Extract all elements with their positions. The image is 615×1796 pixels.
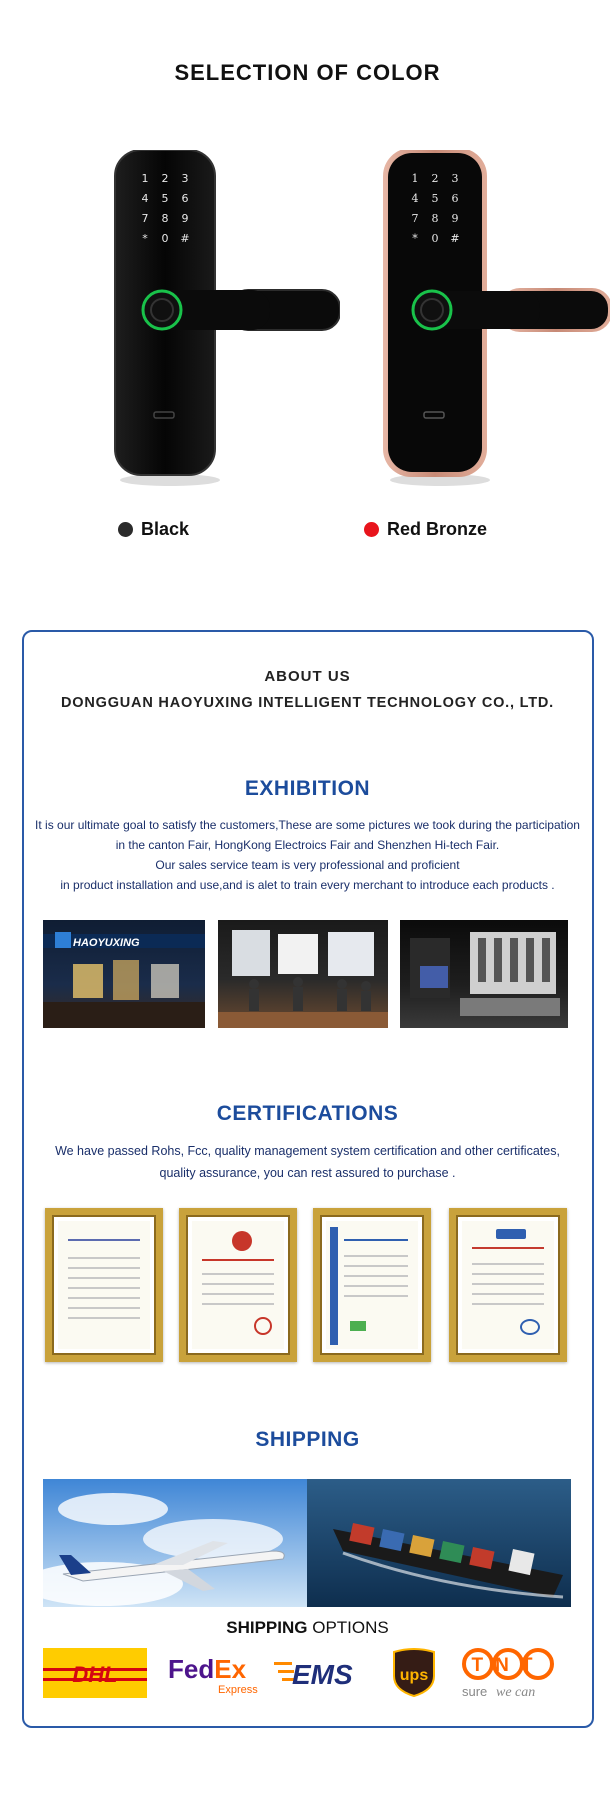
booth-visitors-photo-icon bbox=[218, 920, 388, 1028]
keypad-key: 2 bbox=[431, 172, 439, 185]
shipping-heading: SHIPPING bbox=[255, 1428, 360, 1451]
exhibition-line: in product installation and use,and is alet to train every merchant to introduce each products . bbox=[60, 878, 555, 892]
dhl-logo-icon bbox=[43, 1648, 147, 1698]
color-option-black[interactable] bbox=[118, 518, 189, 540]
certifications-text bbox=[0, 1140, 615, 1184]
exhibition-line: Our sales service team is very professional and proficient bbox=[155, 858, 460, 872]
keypad-key: 1 bbox=[141, 172, 149, 185]
keypad-key: # bbox=[180, 232, 190, 245]
keypad-key: 5 bbox=[161, 192, 169, 205]
shipping-options-title bbox=[0, 1618, 615, 1638]
fedex-ex-text: Ex bbox=[214, 1654, 247, 1684]
certificate-paper bbox=[462, 1221, 554, 1349]
keypad-key: 8 bbox=[161, 212, 169, 225]
exhibition-photo-1[interactable] bbox=[43, 920, 205, 1028]
ems-logo bbox=[272, 1648, 372, 1698]
tnt-logo bbox=[458, 1648, 558, 1698]
keypad-key: 9 bbox=[181, 212, 189, 225]
exhibition-text bbox=[0, 815, 615, 895]
color-option-red-bronze[interactable] bbox=[364, 518, 487, 540]
shipping-options-bold: SHIPPING bbox=[226, 1618, 308, 1637]
booth-sign-text: HAOYUXING bbox=[73, 937, 140, 949]
fedex-logo-icon bbox=[166, 1648, 266, 1698]
tnt-text: TNT bbox=[471, 1655, 545, 1676]
keypad-key: 2 bbox=[161, 172, 169, 185]
exhibition-line: in the canton Fair, HongKong Electroics Fair and Shenzhen Hi-tech Fair. bbox=[115, 838, 500, 852]
lock-image-black[interactable] bbox=[110, 150, 340, 490]
ems-text: EMS bbox=[292, 1659, 353, 1690]
keypad-key: * bbox=[142, 232, 148, 245]
keypad-key: 0 bbox=[431, 232, 439, 245]
keypad-key: 3 bbox=[181, 172, 189, 185]
certificate-paper bbox=[58, 1221, 150, 1349]
color-option-label: Red Bronze bbox=[387, 518, 488, 539]
exhibition-line: It is our ultimate goal to satisfy the customers,These are some pictures we took during the participation bbox=[35, 818, 580, 832]
about-heading: ABOUT US bbox=[264, 668, 351, 685]
certifications-line: quality assurance, you can rest assured to purchase . bbox=[159, 1166, 456, 1180]
booth-photo-icon bbox=[43, 920, 205, 1028]
company-name: DONGGUAN HAOYUXING INTELLIGENT TECHNOLOGY CO., LTD. bbox=[61, 695, 554, 711]
ups-logo bbox=[388, 1648, 440, 1698]
keypad-key: 6 bbox=[451, 192, 459, 205]
fedex-fed-text: Fed bbox=[168, 1654, 215, 1684]
certifications-heading: CERTIFICATIONS bbox=[216, 1102, 399, 1125]
fedex-express-text: Express bbox=[218, 1684, 258, 1696]
color-section-title: SELECTION OF COLOR bbox=[174, 60, 441, 85]
keypad-key: * bbox=[412, 232, 418, 245]
keypad-key: 3 bbox=[451, 172, 459, 185]
ups-text: ups bbox=[399, 1667, 429, 1684]
tnt-logo-icon bbox=[458, 1648, 558, 1704]
certificate-frame-3[interactable] bbox=[313, 1208, 431, 1362]
smart-lock-black-icon bbox=[110, 150, 340, 490]
fedex-logo bbox=[166, 1648, 266, 1698]
red-dot-icon bbox=[364, 522, 379, 537]
keypad-key: 8 bbox=[431, 212, 439, 225]
keypad-key: 4 bbox=[411, 192, 419, 205]
booth-display-photo-icon bbox=[400, 920, 568, 1028]
exhibition-photo-2[interactable] bbox=[218, 920, 388, 1028]
certificate-frame-4[interactable] bbox=[449, 1208, 567, 1362]
ems-logo-icon bbox=[272, 1648, 372, 1698]
smart-lock-red-bronze-icon bbox=[380, 150, 610, 490]
exhibition-photo-3[interactable] bbox=[400, 920, 568, 1028]
ups-shield-icon bbox=[388, 1648, 440, 1698]
shipping-options-rest: OPTIONS bbox=[307, 1618, 389, 1637]
plane-and-ship-icon bbox=[43, 1479, 571, 1607]
certificate-paper bbox=[192, 1221, 284, 1349]
color-option-label: Black bbox=[141, 518, 190, 539]
keypad-key: 7 bbox=[411, 212, 419, 225]
black-dot-icon bbox=[118, 522, 133, 537]
certifications-line: We have passed Rohs, Fcc, quality management system certification and other certificates, bbox=[55, 1144, 560, 1158]
dhl-text: DHL bbox=[72, 1662, 118, 1687]
dhl-logo bbox=[43, 1648, 147, 1698]
keypad-key: 7 bbox=[141, 212, 149, 225]
shipping-banner bbox=[43, 1479, 571, 1607]
tnt-tagline-b: we can bbox=[496, 1685, 536, 1700]
certificate-paper bbox=[326, 1221, 418, 1349]
certificate-frame-1[interactable] bbox=[45, 1208, 163, 1362]
keypad-key: 0 bbox=[161, 232, 169, 245]
keypad-key: 6 bbox=[181, 192, 189, 205]
tnt-tagline-a: sure bbox=[462, 1684, 488, 1699]
keypad-key: 1 bbox=[411, 172, 419, 185]
exhibition-heading: EXHIBITION bbox=[244, 777, 371, 800]
keypad-key: 5 bbox=[431, 192, 439, 205]
lock-image-red-bronze[interactable] bbox=[380, 150, 610, 490]
svg-text:FedEx bbox=[168, 1654, 247, 1684]
keypad-key: 4 bbox=[141, 192, 149, 205]
certificate-frame-2[interactable] bbox=[179, 1208, 297, 1362]
keypad-key: # bbox=[450, 232, 460, 245]
keypad-key: 9 bbox=[451, 212, 459, 225]
